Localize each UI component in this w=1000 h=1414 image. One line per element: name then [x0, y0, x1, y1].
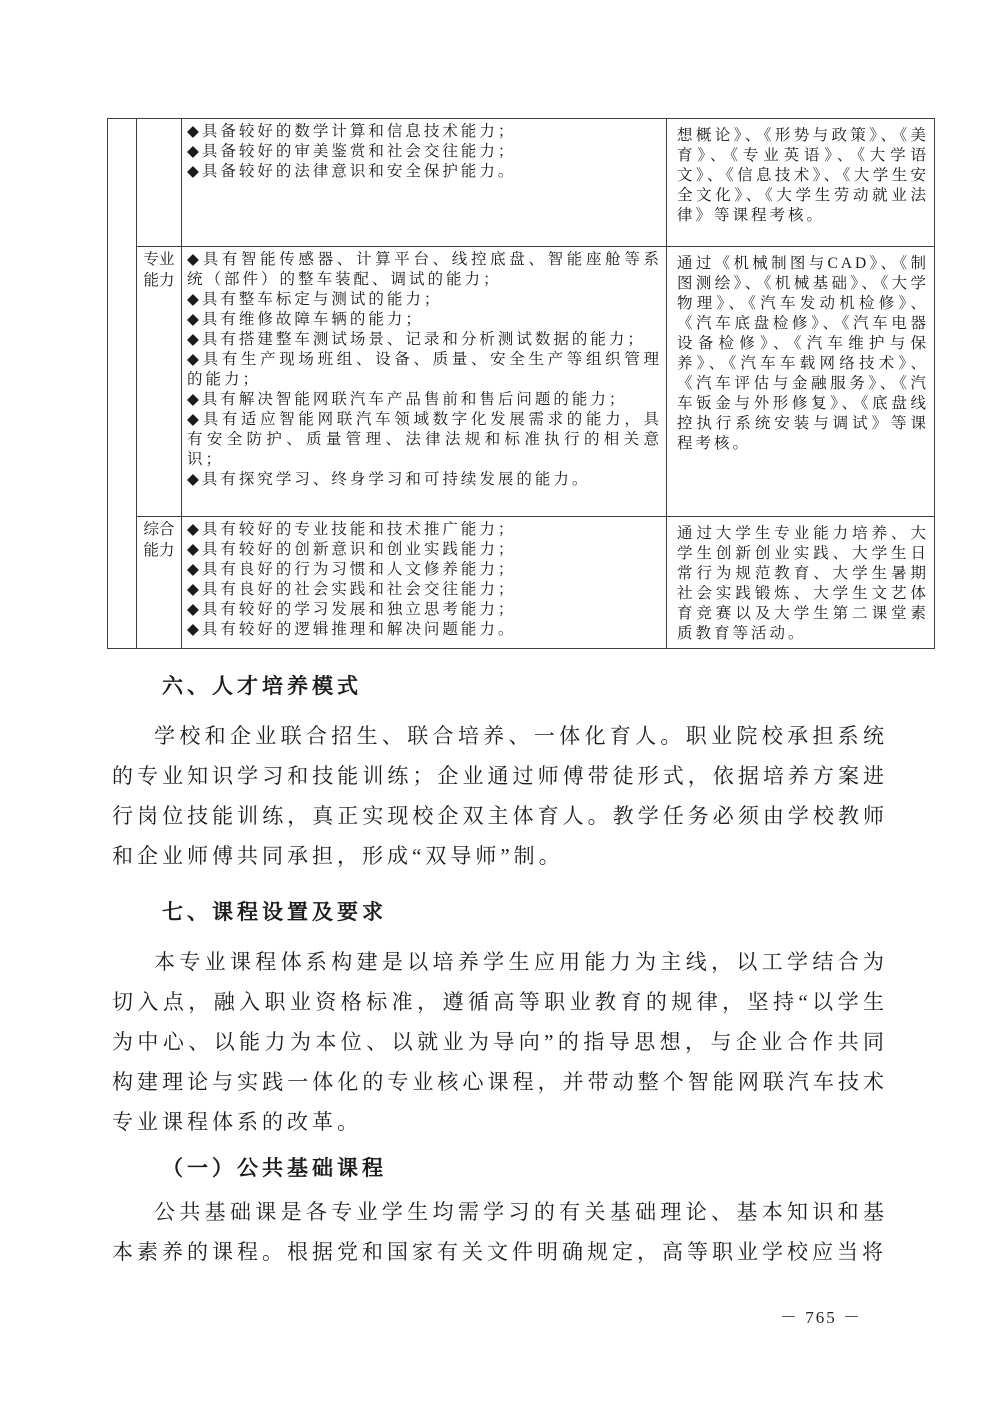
ability-item: ◆具有整车标定与测试的能力；	[187, 291, 443, 308]
ability-item: ◆具有生产现场班组、设备、质量、安全生产等组织管理的能力；	[187, 351, 662, 388]
paragraph-talent-model: 学校和企业联合招生、联合培养、一体化育人。职业院校承担系统的专业知识学习和技能训练；企业通过师傅带徒形式，依据培养方案进行岗位技能训练，真正实现校企双主体育人。教学任务必须由学校教师和企业师傅共同承担，形成“双导师”制。	[112, 724, 888, 868]
abilities-list	[187, 520, 662, 640]
ability-item: ◆具有良好的社会实践和社会交往能力；	[187, 581, 517, 598]
row-abilities-cell	[182, 517, 667, 649]
paragraph-public-basic-courses: 公共基础课是各专业学生均需学习的有关基础理论、基本知识和基本素养的课程。根据党和国家有关文件明确规定，高等职业学校应当将	[112, 1200, 888, 1264]
ability-item: ◆具有良好的行为习惯和人文修养能力；	[187, 561, 517, 578]
row-assessment-cell: 想概论》、《形势与政策》、《美育》、《专业英语》、《大学语文》、《信息技术》、《大学生安全文化》、《大学生劳动就业法律》等课程考核。	[667, 119, 935, 247]
ability-item: ◆具有维修故障车辆的能力；	[187, 311, 424, 328]
ability-item: ◆具有探究学习、终身学习和可持续发展的能力。	[187, 471, 591, 488]
ability-item: ◆具有较好的专业技能和技术推广能力；	[187, 521, 517, 538]
table-row-professional	[108, 247, 935, 517]
ability-item: ◆具有搭建整车测试场景、记录和分析测试数据的能力；	[187, 331, 646, 348]
row-label-cell	[137, 119, 182, 247]
training-spec-table	[107, 118, 935, 649]
row-label-cell: 综合能力	[137, 517, 182, 649]
row-abilities-cell	[182, 119, 667, 247]
row-abilities-cell	[182, 247, 667, 517]
section-heading-talent-model: 六、人才培养模式	[162, 675, 362, 698]
row-label-cell: 专业能力	[137, 247, 182, 517]
table-row-general	[108, 119, 935, 247]
outer-merged-cell	[108, 119, 137, 649]
abilities-list	[187, 122, 662, 182]
subsection-heading-public-basic-courses: （一）公共基础课程	[162, 1157, 387, 1180]
abilities-list	[187, 250, 662, 490]
ability-item: ◆具有解决智能网联汽车产品售前和售后问题的能力；	[187, 391, 628, 408]
ability-item: ◆具备较好的审美鉴赏和社会交往能力；	[187, 143, 517, 160]
row-assessment-cell: 通过大学生专业能力培养、大学生创新创业实践、大学生日常行为规范教育、大学生暑期社会实践锻炼、大学生文艺体育竞赛以及大学生第二课堂素质教育等活动。	[667, 517, 935, 649]
ability-item: ◆具有较好的创新意识和创业实践能力；	[187, 541, 517, 558]
ability-item: ◆具有较好的学习发展和独立思考能力；	[187, 601, 517, 618]
ability-item: ◆具备较好的法律意识和安全保护能力。	[187, 163, 517, 180]
ability-item: ◆具有适应智能网联汽车领域数字化发展需求的能力，具有安全防护、质量管理、法律法规和标准执行的相关意识；	[187, 411, 662, 468]
paragraph-curriculum: 本专业课程体系构建是以培养学生应用能力为主线，以工学结合为切入点，融入职业资格标准，遵循高等职业教育的规律，坚持“以学生为中心、以能力为本位、以就业为导向”的指导思想，与企业合作共同构建理论与实践一体化的专业核心课程，并带动整个智能网联汽车技术专业课程体系的改革。	[112, 950, 888, 1134]
ability-item: ◆具有智能传感器、计算平台、线控底盘、智能座舱等系统（部件）的整车装配、调试的能力；	[187, 251, 662, 288]
page-number: － 765 －	[780, 1308, 862, 1327]
ability-item: ◆具备较好的数学计算和信息技术能力；	[187, 123, 517, 140]
ability-item: ◆具有较好的逻辑推理和解决问题能力。	[187, 621, 517, 638]
row-assessment-cell: 通过《机械制图与CAD》、《制图测绘》、《机械基础》、《大学物理》、《汽车发动机检修》、《汽车底盘检修》、《汽车电器设备检修》、《汽车维护与保养》、《汽车车载网络技术》、《汽车评估与金融服务》、《汽车钣金与外形修复》、《底盘线控执行系统安装与调试》等课程考核。	[667, 247, 935, 517]
table-row-comprehensive	[108, 517, 935, 649]
section-heading-curriculum: 七、课程设置及要求	[162, 901, 387, 924]
